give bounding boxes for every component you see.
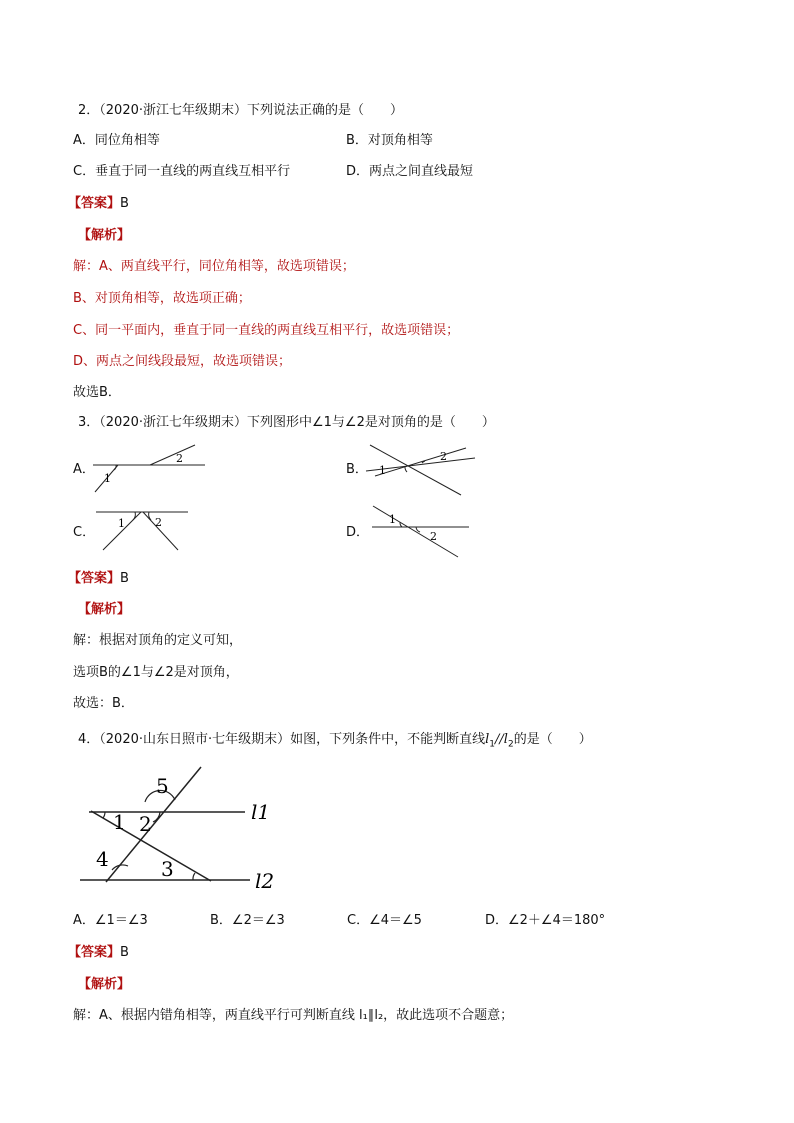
q4-option-a: A．∠1＝∠3	[73, 913, 148, 928]
q4-analysis-label: 【解析】	[78, 977, 131, 992]
q2-analysis-label: 【解析】	[78, 228, 131, 243]
q2-analysis-line: 故选B．	[73, 385, 121, 400]
angle-label-2: 2	[176, 452, 183, 465]
answer-label: 【答案】	[68, 571, 121, 586]
angle-arc-4	[112, 865, 128, 870]
angle-label-2: 2	[139, 812, 152, 836]
answer-value: B	[120, 945, 129, 960]
q3-option-d-letter: D．	[346, 525, 370, 540]
q3-analysis-line: 选项B的∠1与∠2是对顶角，	[73, 665, 239, 680]
angle-arc-3	[193, 873, 195, 880]
q2-analysis-line: D、两点之间线段最短，故选项错误；	[73, 354, 292, 369]
q2-option-a: A．同位角相等	[73, 133, 160, 148]
angle-label-1: 1	[104, 472, 111, 485]
q3-option-c-letter: C．	[73, 525, 96, 540]
line-l1-symbol: l	[485, 732, 490, 747]
q3-analysis-line: 解：根据对顶角的定义可知，	[73, 633, 243, 648]
angle-label-1: 1	[113, 810, 126, 834]
angle-label-1: 1	[379, 464, 386, 477]
line-label-l1: l1	[251, 800, 271, 824]
q2-option-b: B．对顶角相等	[346, 133, 433, 148]
q3-stem: 3．（2020·浙江七年级期末）下列图形中∠1与∠2是对顶角的是（ ）	[78, 415, 495, 430]
angle-label-1: 1	[118, 517, 125, 530]
angle-label-1: 1	[389, 513, 396, 526]
q2-analysis-line: B、对顶角相等，故选项正确；	[73, 291, 251, 306]
angle-label-4: 4	[96, 847, 109, 871]
answer-value: B	[120, 571, 129, 586]
angle-label-3: 3	[161, 857, 174, 881]
line-l2-subscript: 2	[507, 739, 514, 750]
q2-stem: 2．（2020·浙江七年级期末）下列说法正确的是（ ）	[78, 103, 403, 118]
q3-option-b-letter: B．	[346, 462, 368, 477]
q4-stem-text-end: 的是（ ）	[513, 732, 592, 747]
q2-analysis-line: C、同一平面内，垂直于同一直线的两直线互相平行，故选项错误；	[73, 323, 460, 338]
q4-answer	[68, 944, 129, 962]
angle-arc-2	[153, 812, 160, 822]
q2-option-d: D．两点之间直线最短	[346, 164, 474, 179]
angle-label-2: 2	[430, 530, 437, 543]
q3-option-a-letter: A．	[73, 462, 95, 477]
line-label-l2: l2	[255, 869, 275, 893]
q4-option-c: C．∠4＝∠5	[347, 913, 422, 928]
line-l1-subscript: 1	[489, 739, 496, 750]
answer-label: 【答案】	[68, 196, 121, 211]
line-l2-symbol: l	[503, 732, 508, 747]
q3-analysis-label: 【解析】	[78, 602, 131, 617]
answer-value: B	[120, 196, 129, 211]
angle-arc-1	[103, 812, 105, 818]
q2-option-c: C．垂直于同一直线的两直线互相平行	[73, 164, 291, 179]
q4-option-b: B．∠2＝∠3	[210, 913, 285, 928]
q4-option-d: D．∠2＋∠4＝180°	[485, 913, 606, 928]
angle-label-2: 2	[155, 516, 162, 529]
q3-analysis-line: 故选：B．	[73, 696, 134, 711]
q2-analysis-line: 解：A、两直线平行，同位角相等，故选项错误；	[73, 259, 355, 274]
parallel-symbol: //	[495, 732, 504, 747]
answer-label: 【答案】	[68, 945, 121, 960]
angle-label-2: 2	[440, 450, 447, 463]
angle-label-5: 5	[156, 774, 169, 798]
q4-analysis-line: 解：A、根据内错角相等，两直线平行可判断直线 l₁∥l₂，故此选项不合题意；	[73, 1008, 514, 1023]
q4-stem-text: 4．（2020·山东日照市·七年级期末）如图，下列条件中，不能判断直线	[78, 732, 486, 747]
